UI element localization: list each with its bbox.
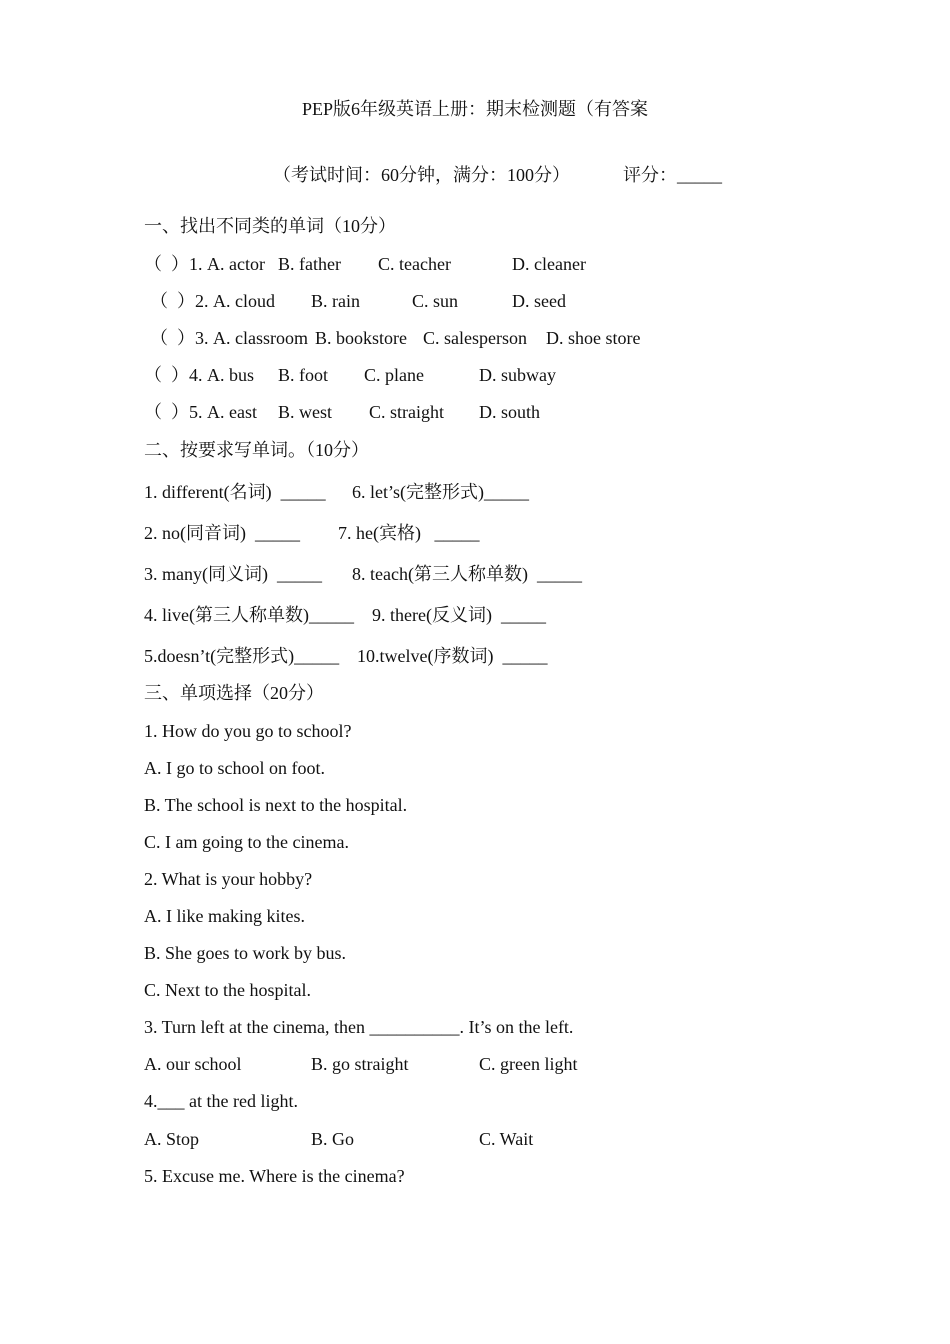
option-c: C. straight — [369, 402, 444, 422]
question-text: 2. What is your hobby? — [144, 869, 313, 889]
answer-option: A. our school — [144, 1054, 242, 1074]
word-task-right: 8. teach(第三人称单数) _____ — [352, 564, 582, 584]
option-d: D. south — [479, 402, 541, 422]
answer-option: C. green light — [479, 1054, 578, 1074]
option-b: B. foot — [278, 365, 329, 385]
answer-option: C. I am going to the cinema. — [144, 832, 349, 852]
section1-heading: 一、找出不同类的单词（10分） — [144, 216, 396, 236]
section2-heading: 二、按要求写单词。（10分） — [144, 440, 369, 460]
word-task-right: 9. there(反义词) _____ — [372, 605, 546, 625]
question-number: （ ）1. A. actor — [144, 254, 265, 274]
answer-option: B. go straight — [311, 1054, 409, 1074]
option-c: C. plane — [364, 365, 424, 385]
word-task-left: 1. different(名词) _____ — [144, 482, 326, 502]
word-task-left: 5.doesn’t(完整形式)_____ — [144, 646, 340, 666]
option-d: D. cleaner — [512, 254, 586, 274]
question-number: （ ）4. A. bus — [144, 365, 255, 385]
answer-option: C. Next to the hospital. — [144, 980, 311, 1000]
option-b: B. bookstore — [315, 328, 407, 348]
answer-option: B. The school is next to the hospital. — [144, 795, 408, 815]
question-number: （ ）2. A. cloud — [150, 291, 275, 311]
answer-option: A. I go to school on foot. — [144, 758, 325, 778]
page-title: PEP版6年级英语上册：期末检测题（有答案 — [301, 99, 648, 119]
word-task-right: 6. let’s(完整形式)_____ — [352, 482, 529, 502]
answer-option: B. She goes to work by bus. — [144, 943, 346, 963]
word-task-left: 4. live(第三人称单数)_____ — [144, 605, 354, 625]
option-d: D. seed — [512, 291, 566, 311]
option-d: D. subway — [479, 365, 556, 385]
word-task-right: 10.twelve(序数词) _____ — [357, 646, 548, 666]
word-task-left: 3. many(同义词) _____ — [144, 564, 322, 584]
option-c: C. salesperson — [423, 328, 527, 348]
answer-option: C. Wait — [479, 1129, 534, 1149]
option-b: B. father — [278, 254, 341, 274]
option-c: C. sun — [412, 291, 459, 311]
question-text: 3. Turn left at the cinema, then __________. It’s on the left. — [144, 1017, 574, 1037]
question-text: 4.___ at the red light. — [144, 1091, 298, 1111]
option-c: C. teacher — [378, 254, 451, 274]
word-task-left: 2. no(同音词) _____ — [144, 523, 300, 543]
option-d: D. shoe store — [546, 328, 641, 348]
score-label: 评分：_____ — [623, 165, 722, 185]
question-number: （ ）5. A. east — [144, 402, 257, 422]
question-number: （ ）3. A. classroom — [150, 328, 308, 348]
word-task-right: 7. he(宾格) _____ — [338, 523, 480, 543]
option-b: B. rain — [311, 291, 360, 311]
question-text: 5. Excuse me. Where is the cinema? — [144, 1166, 405, 1186]
option-b: B. west — [278, 402, 332, 422]
exam-info: （考试时间：60分钟，满分：100分） — [273, 165, 570, 185]
answer-option: A. Stop — [144, 1129, 200, 1149]
section3-heading: 三、单项选择（20分） — [144, 683, 324, 703]
answer-option: B. Go — [311, 1129, 355, 1149]
answer-option: A. I like making kites. — [144, 906, 305, 926]
question-text: 1. How do you go to school? — [144, 721, 352, 741]
